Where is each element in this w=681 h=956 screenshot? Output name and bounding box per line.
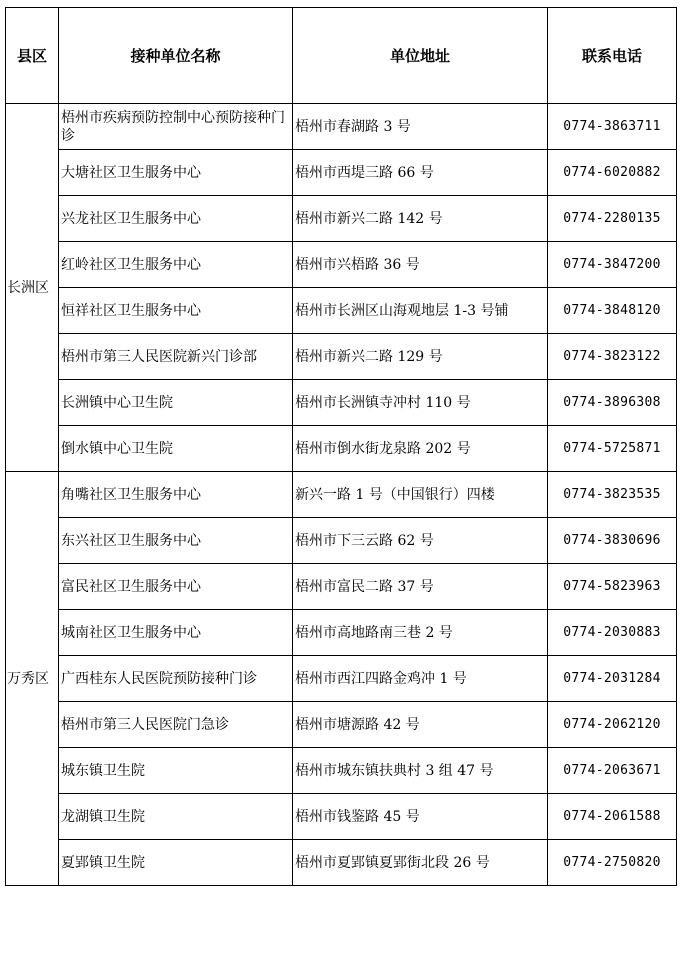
district-cell: 万秀区 xyxy=(6,472,59,886)
site-name-cell: 城南社区卫生服务中心 xyxy=(59,610,293,656)
address-cell: 梧州市春湖路 3 号 xyxy=(293,104,548,150)
phone-cell: 0774-6020882 xyxy=(548,150,677,196)
phone-cell: 0774-3847200 xyxy=(548,242,677,288)
address-cell: 梧州市城东镇扶典村 3 组 47 号 xyxy=(293,748,548,794)
site-name-cell: 梧州市第三人民医院新兴门诊部 xyxy=(59,334,293,380)
site-name-cell: 龙湖镇卫生院 xyxy=(59,794,293,840)
table-row xyxy=(6,104,677,150)
table-row xyxy=(6,518,677,564)
table-row xyxy=(6,472,677,518)
table-row xyxy=(6,840,677,886)
table-body xyxy=(6,104,677,886)
header-phone: 联系电话 xyxy=(548,8,677,104)
site-name-cell: 大塘社区卫生服务中心 xyxy=(59,150,293,196)
address-cell: 梧州市高地路南三巷 2 号 xyxy=(293,610,548,656)
phone-cell: 0774-2061588 xyxy=(548,794,677,840)
site-name-cell: 兴龙社区卫生服务中心 xyxy=(59,196,293,242)
address-cell: 梧州市富民二路 37 号 xyxy=(293,564,548,610)
phone-cell: 0774-5725871 xyxy=(548,426,677,472)
address-cell: 梧州市夏郢镇夏郢街北段 26 号 xyxy=(293,840,548,886)
site-name-cell: 城东镇卫生院 xyxy=(59,748,293,794)
address-cell: 梧州市西堤三路 66 号 xyxy=(293,150,548,196)
table-row xyxy=(6,242,677,288)
table-row xyxy=(6,702,677,748)
phone-cell: 0774-3863711 xyxy=(548,104,677,150)
table-row xyxy=(6,288,677,334)
site-name-cell: 富民社区卫生服务中心 xyxy=(59,564,293,610)
address-cell: 梧州市塘源路 42 号 xyxy=(293,702,548,748)
address-cell: 梧州市新兴二路 142 号 xyxy=(293,196,548,242)
address-cell: 梧州市兴梧路 36 号 xyxy=(293,242,548,288)
address-cell: 梧州市下三云路 62 号 xyxy=(293,518,548,564)
site-name-cell: 广西桂东人民医院预防接种门诊 xyxy=(59,656,293,702)
phone-cell: 0774-2063671 xyxy=(548,748,677,794)
table-row xyxy=(6,334,677,380)
table-row xyxy=(6,748,677,794)
vaccination-sites-table xyxy=(5,7,677,886)
table-row xyxy=(6,794,677,840)
table-row xyxy=(6,150,677,196)
phone-cell: 0774-3896308 xyxy=(548,380,677,426)
site-name-cell: 长洲镇中心卫生院 xyxy=(59,380,293,426)
district-cell: 长洲区 xyxy=(6,104,59,472)
site-name-cell: 倒水镇中心卫生院 xyxy=(59,426,293,472)
header-address: 单位地址 xyxy=(293,8,548,104)
address-cell: 梧州市倒水街龙泉路 202 号 xyxy=(293,426,548,472)
phone-cell: 0774-3848120 xyxy=(548,288,677,334)
phone-cell: 0774-2280135 xyxy=(548,196,677,242)
site-name-cell: 东兴社区卫生服务中心 xyxy=(59,518,293,564)
phone-cell: 0774-2062120 xyxy=(548,702,677,748)
table-row xyxy=(6,380,677,426)
site-name-cell: 梧州市疾病预防控制中心预防接种门诊 xyxy=(59,104,293,150)
address-cell: 梧州市长洲区山海观地层 1-3 号铺 xyxy=(293,288,548,334)
phone-cell: 0774-2031284 xyxy=(548,656,677,702)
table-row xyxy=(6,196,677,242)
address-cell: 梧州市西江四路金鸡冲 1 号 xyxy=(293,656,548,702)
table-row xyxy=(6,656,677,702)
address-cell: 梧州市长洲镇寺冲村 110 号 xyxy=(293,380,548,426)
address-cell: 梧州市新兴二路 129 号 xyxy=(293,334,548,380)
table-row xyxy=(6,610,677,656)
site-name-cell: 角嘴社区卫生服务中心 xyxy=(59,472,293,518)
site-name-cell: 夏郢镇卫生院 xyxy=(59,840,293,886)
phone-cell: 0774-2030883 xyxy=(548,610,677,656)
address-cell: 新兴一路 1 号（中国银行）四楼 xyxy=(293,472,548,518)
header-district: 县区 xyxy=(6,8,59,104)
address-cell: 梧州市钱鉴路 45 号 xyxy=(293,794,548,840)
phone-cell: 0774-3823122 xyxy=(548,334,677,380)
phone-cell: 0774-5823963 xyxy=(548,564,677,610)
table-row xyxy=(6,564,677,610)
site-name-cell: 恒祥社区卫生服务中心 xyxy=(59,288,293,334)
header-site-name: 接种单位名称 xyxy=(59,8,293,104)
header-row xyxy=(6,8,677,104)
site-name-cell: 梧州市第三人民医院门急诊 xyxy=(59,702,293,748)
table-row xyxy=(6,426,677,472)
phone-cell: 0774-3830696 xyxy=(548,518,677,564)
phone-cell: 0774-3823535 xyxy=(548,472,677,518)
site-name-cell: 红岭社区卫生服务中心 xyxy=(59,242,293,288)
phone-cell: 0774-2750820 xyxy=(548,840,677,886)
